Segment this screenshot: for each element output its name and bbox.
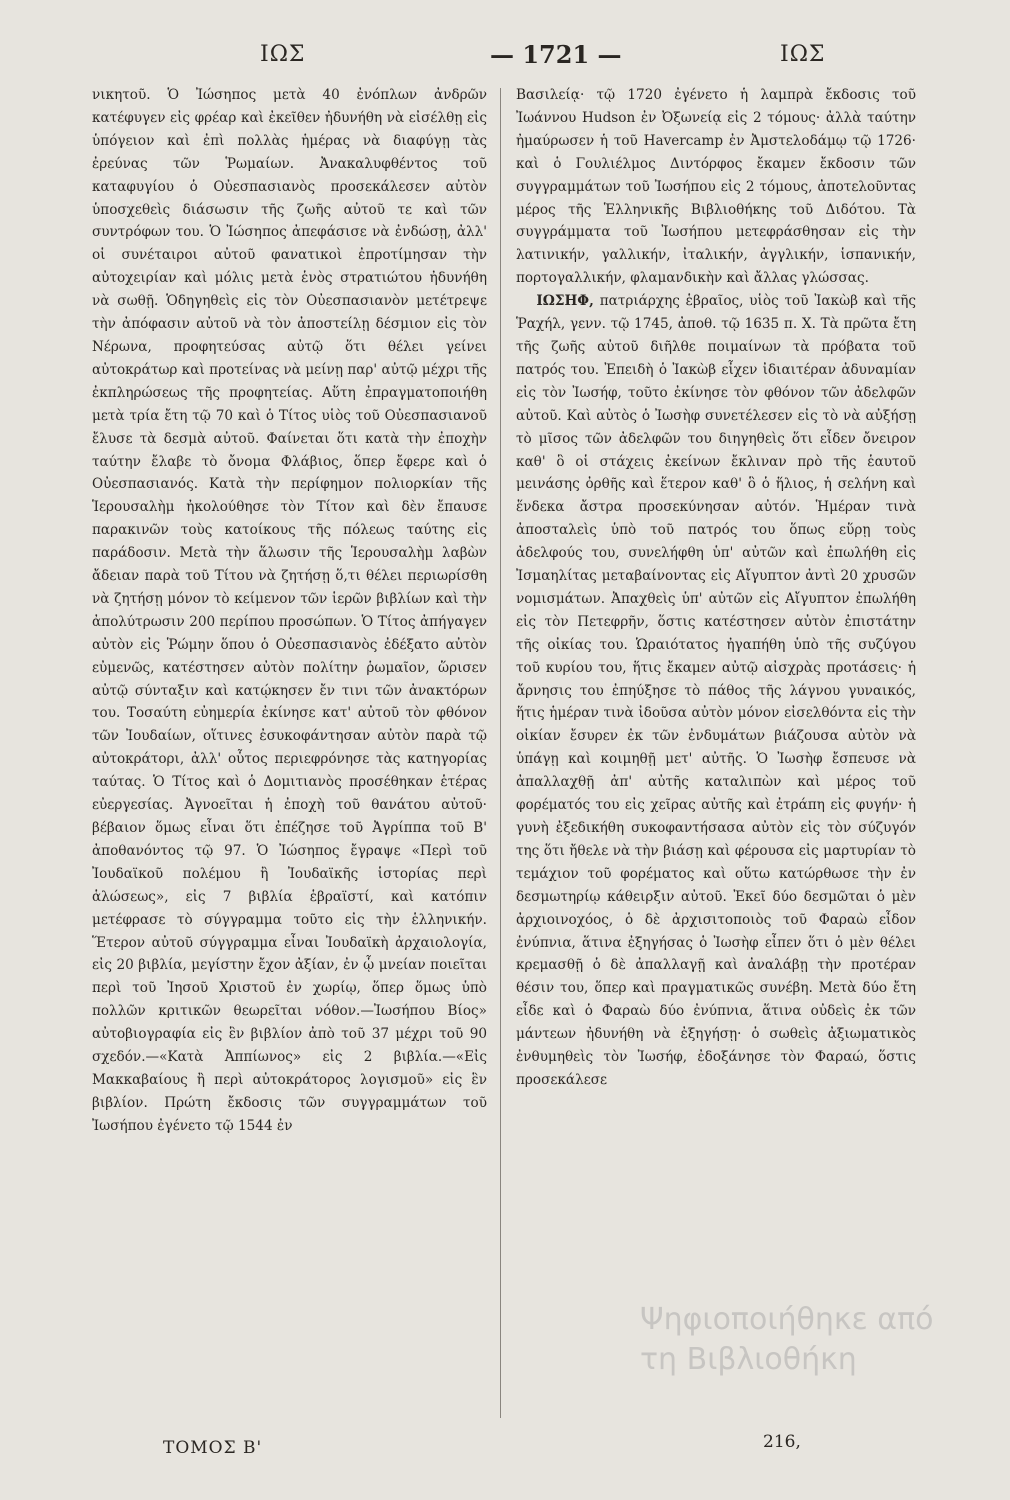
right-column [516, 84, 916, 1092]
sheet-number: 216, [763, 1432, 801, 1452]
library-watermark: Ψηφιοποιήθηκε από τη Βιβλιοθήκη [640, 1302, 934, 1377]
left-column [92, 84, 487, 1138]
volume-label: ΤΟΜΟΣ Β' [163, 1438, 263, 1458]
header-left: ΙΩΣ [260, 42, 306, 67]
column-divider [500, 88, 501, 1418]
left-column-text: νικητοῦ. Ὁ Ἰώσηπος μετὰ 40 ἐνόπλων ἀνδρῶν κατέφυγεν εἰς φρέαρ καὶ ἐκεῖθεν ἠδυνήθη νὰ εἰσέλθῃ εἰς ὑπόγειον καὶ ἐπὶ πολλὰς ἡμέρας νὰ διαφύγῃ τὰς ἐρεύνας τῶν Ῥωμαίων. Ἀνακαλυφθέντος τοῦ καταφυγίου ὁ Οὐεσπασιανὸς προσεκάλεσεν αὐτὸν ὑποσχεθεὶς διάσωσιν τῆς ζωῆς αὐτοῦ τε καὶ τῶν συντρόφων του. Ὁ Ἰώσηπος ἀπεφάσισε νὰ ἐνδώσῃ, ἀλλ' οἱ συνέταιροι αὐτοῦ φανατικοὶ ἐπροτίμησαν τὴν αὐτοχειρίαν καὶ μόλις μετὰ ἑνὸς στρατιώτου ἠδυνήθη νὰ σωθῇ. Ὁδηγηθεὶς εἰς τὸν Οὐεσπασιανὸν μετέτρεψε τὴν ἀπόφασιν αὐτοῦ νὰ τὸν ἀποστείλῃ δέσμιον εἰς τὸν Νέρωνα, προφητεύσας αὐτῷ ὅτι θέλει γείνει αὐτοκράτωρ καὶ προτείνας νὰ μείνῃ παρ' αὐτῷ μέχρι τῆς ἐκπληρώσεως τῆς προφητείας. Αὕτη ἐπραγματοποιήθη μετὰ τρία ἔτη τῷ 70 καὶ ὁ Τίτος υἱὸς τοῦ Οὐεσπασιανοῦ ἔλυσε τὰ δεσμὰ αὐτοῦ. Φαίνεται ὅτι κατὰ τὴν ἐποχὴν ταύτην ἔλαβε τὸ ὄνομα Φλάβιος, ὅπερ ἔφερε καὶ ὁ Οὐεσπασιανός. Κατὰ τὴν περίφημον πολιορκίαν τῆς Ἱερουσαλὴμ ἠκολούθησε τὸν Τίτον καὶ δὲν ἔπαυσε παρακινῶν τοὺς κατοίκους τῆς πόλεως ταύτης εἰς παράδοσιν. Μετὰ τὴν ἅλωσιν τῆς Ἱερουσαλὴμ λαβὼν ἄδειαν παρὰ τοῦ Τίτου νὰ ζητήσῃ ὅ,τι θέλει περιωρίσθη νὰ ζητήσῃ μόνον τὸ κείμενον τῶν ἱερῶν βιβλίων καὶ τὴν ἀπολύτρωσιν 200 περίπου προσώπων. Ὁ Τίτος ἀπήγαγεν αὐτὸν εἰς Ῥώμην ὅπου ὁ Οὐεσπασιανὸς ἐδέξατο αὐτὸν εὐμενῶς, κατέστησεν αὐτὸν πολίτην ῥωμαῖον, ὥρισεν αὐτῷ σύνταξιν καὶ κατῴκησεν ἔν τινι τῶν ἀνακτόρων του. Τοσαύτη εὐημερία ἐκίνησε κατ' αὐτοῦ τὸν φθόνον τῶν Ἰουδαίων, οἵτινες ἐσυκοφάντησαν αὐτὸν παρὰ τῷ αὐτοκράτορι, ἀλλ' οὗτος περιεφρόνησε τὰς κατηγορίας ταύτας. Ὁ Τίτος καὶ ὁ Δομιτιανὸς προσέθηκαν ἑτέρας εὐεργεσίας. Ἀγνοεῖται ἡ ἐποχὴ τοῦ θανάτου αὐτοῦ· βέβαιον ὅμως εἶναι ὅτι ἐπέζησε τοῦ Ἀγρίππα τοῦ Β' ἀποθανόντος τῷ 97. Ὁ Ἰώσηπος ἔγραψε «Περὶ τοῦ Ἰουδαϊκοῦ πολέμου ἢ Ἰουδαϊκῆς ἱστορίας περὶ ἁλώσεως», εἰς 7 βιβλία ἑβραϊστί, καὶ κατόπιν μετέφρασε τὸ σύγγραμμα τοῦτο εἰς τὴν ἑλληνικήν. Ἕτερον αὐτοῦ σύγγραμμα εἶναι Ἰουδαϊκὴ ἀρχαιολογία, εἰς 20 βιβλία, μεγίστην ἔχον ἀξίαν, ἐν ᾧ μνείαν ποιεῖται περὶ τοῦ Ἰησοῦ Χριστοῦ ἐν χωρίῳ, ὅπερ ὅμως ὑπὸ πολλῶν κριτικῶν θεωρεῖται νόθον.—Ἰωσήπου Βίος» αὐτοβιογραφία εἰς ἓν βιβλίον ἀπὸ τοῦ 37 μέχρι τοῦ 90 σχεδόν.—«Κατὰ Ἀππίωνος» εἰς 2 βιβλία.—«Εἰς Μακκαβαίους ἢ περὶ αὐτοκράτορος λογισμοῦ» εἰς ἓν βιβλίον. Πρώτη ἔκδοσις τῶν συγγραμμάτων τοῦ Ἰωσήπου ἐγένετο τῷ 1544 ἐν [92, 87, 487, 1134]
right-column-paragraph [516, 84, 916, 290]
entry-headword: ΙΩΣΗΦ, [536, 293, 594, 310]
page-column-number: — 1721 — [490, 40, 622, 69]
header-right: ΙΩΣ [780, 42, 826, 67]
paragraph-text: Βασιλείᾳ· τῷ 1720 ἐγένετο ἡ λαμπρὰ ἔκδοσις τοῦ Ἰωάννου Hudson ἐν Ὀξωνείᾳ εἰς 2 τόμους· ἀλλὰ ταύτην ἠμαύρωσεν ἡ τοῦ Havercamp ἐν Ἀμστελοδάμῳ τῷ 1726· καὶ ὁ Γουλιέλμος Διντόρφος ἔκαμεν ἔκδοσιν τῶν συγγραμμάτων τοῦ Ἰωσήπου εἰς 2 τόμους, ἀποτελοῦντας μέρος τῆς Ἑλληνικῆς Βιβλιοθήκης τοῦ Διδότου. Τὰ συγγράμματα τοῦ Ἰωσήπου μετεφράσθησαν εἰς τὴν λατινικήν, γαλλικήν, ἰταλικήν, ἀγγλικήν, ἱσπανικήν, πορτογαλλικήν, φλαμανδικὴν καὶ ἄλλας γλώσσας. [516, 87, 916, 287]
entry-text: πατριάρχης ἑβραῖος, υἱὸς τοῦ Ἰακὼβ καὶ τῆς Ῥαχήλ, γενν. τῷ 1745, ἀποθ. τῷ 1635 π. Χ. Τὰ πρῶτα ἔτη τῆς ζωῆς αὐτοῦ διῆλθε ποιμαίνων τὰ πρόβατα τοῦ πατρός του. Ἐπειδὴ ὁ Ἰακὼβ εἶχεν ἰδιαιτέραν ἀδυναμίαν εἰς τὸν Ἰωσήφ, τοῦτο ἐκίνησε τὸν φθόνον τῶν ἀδελφῶν αὐτοῦ. Καὶ αὐτὸς ὁ Ἰωσὴφ συνετέλεσεν εἰς τὸ νὰ αὐξήσῃ τὸ μῖσος τῶν ἀδελφῶν του διηγηθεὶς ὅτι εἶδεν ὄνειρον καθ' ὃ οἱ στάχεις ἐκείνων ἔκλιναν πρὸ τῆς ἑαυτοῦ μεινάσης ὀρθῆς καὶ ἕτερον καθ' ὃ ὁ ἥλιος, ἡ σελήνη καὶ ἕνδεκα ἄστρα προσεκύνησαν αὐτόν. Ἡμέραν τινὰ ἀποσταλεὶς ὑπὸ τοῦ πατρός του ὅπως εὕρῃ τοὺς ἀδελφούς του, συνελήφθη ὑπ' αὐτῶν καὶ ἐπωλήθη εἰς Ἰσμαηλίτας μεταβαίνοντας εἰς Αἴγυπτον ἀντὶ 20 χρυσῶν νομισμάτων. Ἀπαχθεὶς ὑπ' αὐτῶν εἰς Αἴγυπτον ἐπωλήθη εἰς τὸν Πετεφρῆν, ὅστις κατέστησεν αὐτὸν ἐπιστάτην τῆς οἰκίας του. Ὡραιότατος ἠγαπήθη ὑπὸ τῆς συζύγου τοῦ κυρίου του, ἥτις ἔκαμεν αὐτῷ αἰσχρὰς προτάσεις· ἡ ἄρνησις του ἐπηύξησε τὸ πάθος τῆς λάγνου γυναικός, ἥτις ἡμέραν τινὰ ἰδοῦσα αὐτὸν μόνον εἰσελθόντα εἰς τὴν οἰκίαν ἔσυρεν ἐκ τῶν ἐνδυμάτων βιάζουσα αὐτὸν νὰ ὑπάγῃ καὶ κοιμηθῇ μετ' αὐτῆς. Ὁ Ἰωσὴφ ἔσπευσε νὰ ἀπαλλαχθῇ ἀπ' αὐτῆς καταλιπὼν καὶ μέρος τοῦ φορέματός του εἰς χεῖρας αὐτῆς καὶ ἐτράπη εἰς φυγήν· ἡ γυνὴ ἐξεδικήθη συκοφαντήσασα αὐτὸν εἰς τὸν σύζυγόν της ὅτι ἤθελε νὰ τὴν βιάσῃ καὶ φέρουσα εἰς μαρτυρίαν τὸ τεμάχιον τοῦ φορέματος καὶ οὕτω κατώρθωσε τὴν ἐν δεσμωτηρίῳ κάθειρξιν αὐτοῦ. Ἐκεῖ δύο δεσμῶται ὁ μὲν ἀρχιοινοχόος, ὁ δὲ ἀρχισιτοποιὸς τοῦ Φαραὼ εἶδον ἐνύπνια, ἅτινα ἐξηγήσας ὁ Ἰωσὴφ εἶπεν ὅτι ὁ μὲν θέλει κρεμασθῇ ὁ δὲ ἀπαλλαγῇ καὶ ἀναλάβῃ τὴν προτέραν θέσιν του, ὅπερ καὶ πραγματικῶς συνέβη. Μετὰ δύο ἔτη εἶδε καὶ ὁ Φαραὼ δύο ἐνύπνια, ἅτινα οὐδεὶς ἐκ τῶν μάντεων ἠδυνήθη νὰ ἐξηγήσῃ· ὁ σωθεὶς ἀξιωματικὸς ἐνθυμηθεὶς τὸν Ἰωσήφ, ἐδοξάνησε τὸν Φαραώ, ὅστις προσεκάλεσε [516, 293, 916, 1088]
running-header [60, 36, 960, 76]
entry-paragraph [516, 290, 916, 1092]
